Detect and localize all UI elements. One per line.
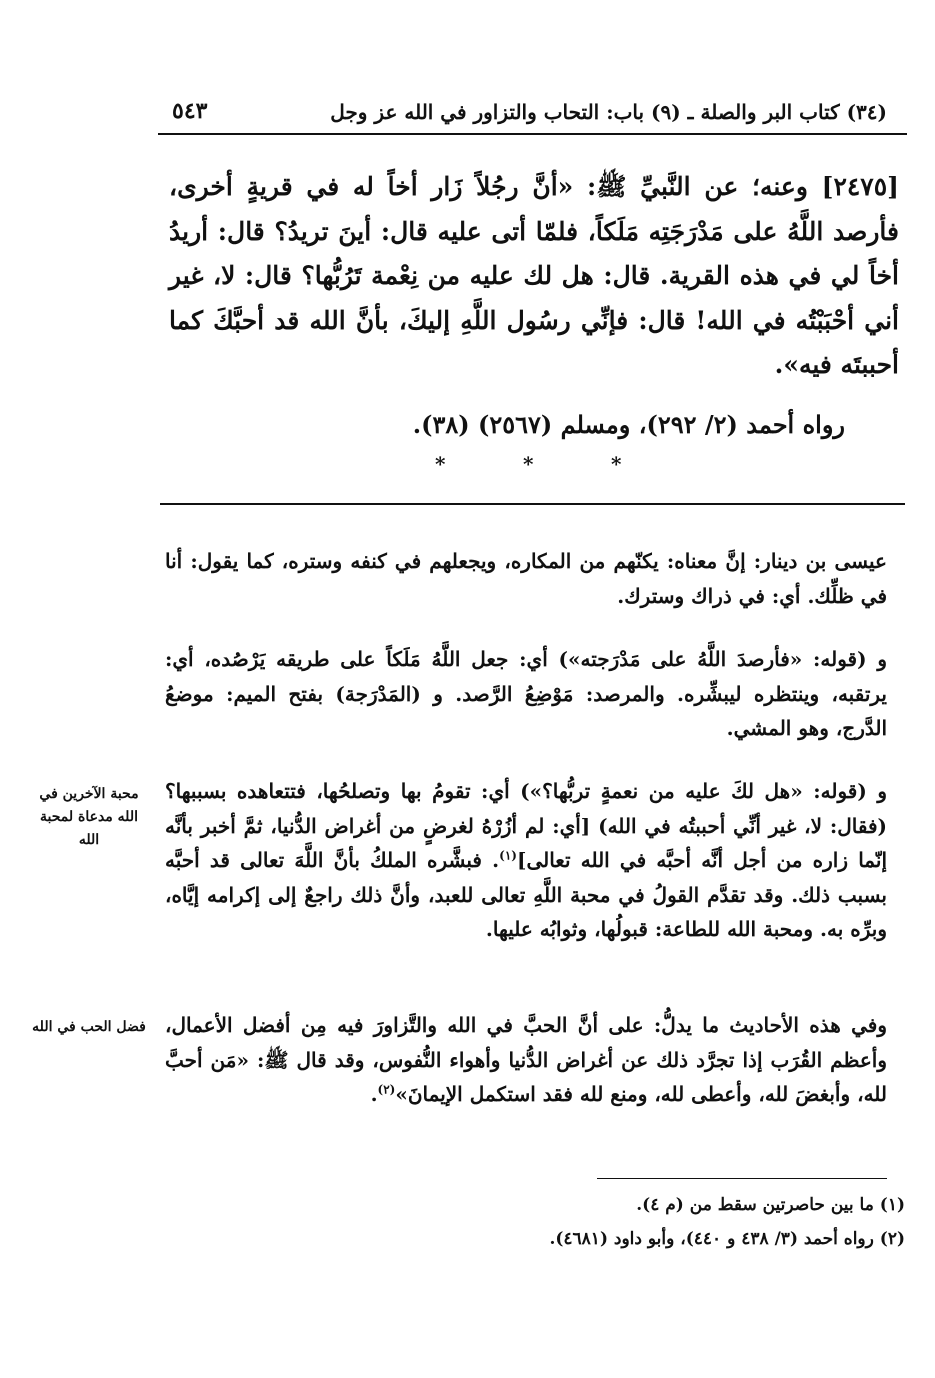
hadith-block bbox=[169, 165, 899, 388]
section-rule bbox=[160, 503, 905, 505]
margin-note: محبة الآخرين في الله مدعاة لمحبة الله bbox=[39, 786, 139, 848]
footnotes bbox=[165, 1188, 905, 1256]
commentary-text-part: . فبشَّره الملكُ بأنَّ اللَّهَ تعالى قد أحبَّه بسبب ذلك. وقد تقدَّم القولُ في محبة اللَّهِ تعالى للعبد، وأنَّ ذلك راجعٌ إلى إكرامه إيَّاه، وبرِّه به. ومحبة الله للطاعة: قبولُها، وثوابُه عليها. bbox=[165, 848, 887, 941]
hadith-text: [٢٤٧٥] وعنه؛ عن النَّبيِّ ﷺ: «أنَّ رجُلاً زَار أخاً له في قريةٍ أخرى، فأرصد اللَّهُ على مَدْرَجَتِه مَلَكاً، فلمّا أتى عليه قال: أينَ تريدُ؟ قال: أريدُ أخاً لي في هذه القرية. قال: هل لك عليه من نِعْمة تَرُبُّها؟ قال: لا، غير أني أحْبَبْتُه في الله! قال: فإنِّي رسُول اللَّهِ إليكَ، بأنَّ الله قد أحبَّكَ كما أحببتَه فيه». bbox=[169, 172, 899, 379]
commentary-text bbox=[165, 774, 887, 947]
commentary-text bbox=[165, 1008, 887, 1112]
commentary-paragraph bbox=[165, 1008, 887, 1112]
hadith-source: رواه أحمد (٢/ ٢٩٢)، ومسلم (٢٥٦٧) (٣٨). bbox=[412, 410, 845, 439]
separator-star: * bbox=[435, 452, 446, 476]
margin-note: فضل الحب في الله bbox=[32, 1019, 146, 1035]
section-separator bbox=[435, 452, 635, 476]
running-header-title: (٣٤) كتاب البر والصلة ـ (٩) باب: التحاب والتزاور في الله عز وجل bbox=[330, 100, 887, 124]
separator-star: * bbox=[611, 452, 622, 476]
separator-star: * bbox=[523, 452, 534, 476]
commentary-text-part: وفي هذه الأحاديث ما يدلُّ: على أنَّ الحبَّ في الله والتَّزاورَ فيه مِن أفضل الأعمال، وأعظم القُرَب إذا تجرَّد ذلك عن أغراض الدُّنيا وأهواء النُّفوس، وقد قال ﷺ: «مَن أحبَّ لله، وأبغضَ لله، وأعطى لله، ومنع لله فقد استكمل الإيمانَ» bbox=[165, 1013, 887, 1106]
commentary-paragraph bbox=[165, 642, 887, 746]
page-number: ٥٤٣ bbox=[172, 98, 208, 124]
commentary-text: و (قوله: «فأرصدَ اللَّهُ على مَدْرَجته») أي: جعل اللَّهُ مَلَكاً على طريقه يَرْصُده، أي: يرتقبه، وينتظره ليبشِّره. والمرصد: مَوْضِعُ الرَّصد. و (المَدْرَجة) بفتح الميم: موضعُ الدَّرج، وهو المشي. bbox=[165, 647, 887, 740]
footnote-rule bbox=[597, 1178, 887, 1179]
commentary-paragraph bbox=[165, 774, 887, 947]
footnote-ref: (١) bbox=[499, 848, 517, 863]
footnote-ref: (٢) bbox=[377, 1082, 396, 1097]
commentary-text-part: و (قوله: «هل لكَ عليه من نعمةٍ تربُّها؟») أي: تقومُ بها وتصلحُها، فتتعاهده بسببها؟ (فقال: لا، غير أنِّي أحببتُه في الله) [أي: لم أزُرْهُ لغرضٍ من أغراض الدُّنيا، ثمَّ أخبر بأنَّه إنّما زاره من أجل أنَّه أحبَّه في الله تعالى] bbox=[165, 779, 887, 872]
header-rule bbox=[158, 133, 907, 135]
commentary-paragraph bbox=[165, 544, 887, 613]
commentary-text-part: . bbox=[370, 1082, 378, 1106]
footnote: (٢) رواه أحمد (٣/ ٤٣٨ و ٤٤٠)، وأبو داود (٤٦٨١). bbox=[549, 1229, 905, 1249]
footnote: (١) ما بين حاصرتين سقط من (م ٤). bbox=[636, 1195, 905, 1215]
commentary-text: عيسى بن دينار: إنَّ معناه: يكنّهم من المكاره، ويجعلهم في كنفه وستره، كما يقول: أنا في ظلِّك. أي: في ذراك وسترك. bbox=[165, 549, 887, 608]
